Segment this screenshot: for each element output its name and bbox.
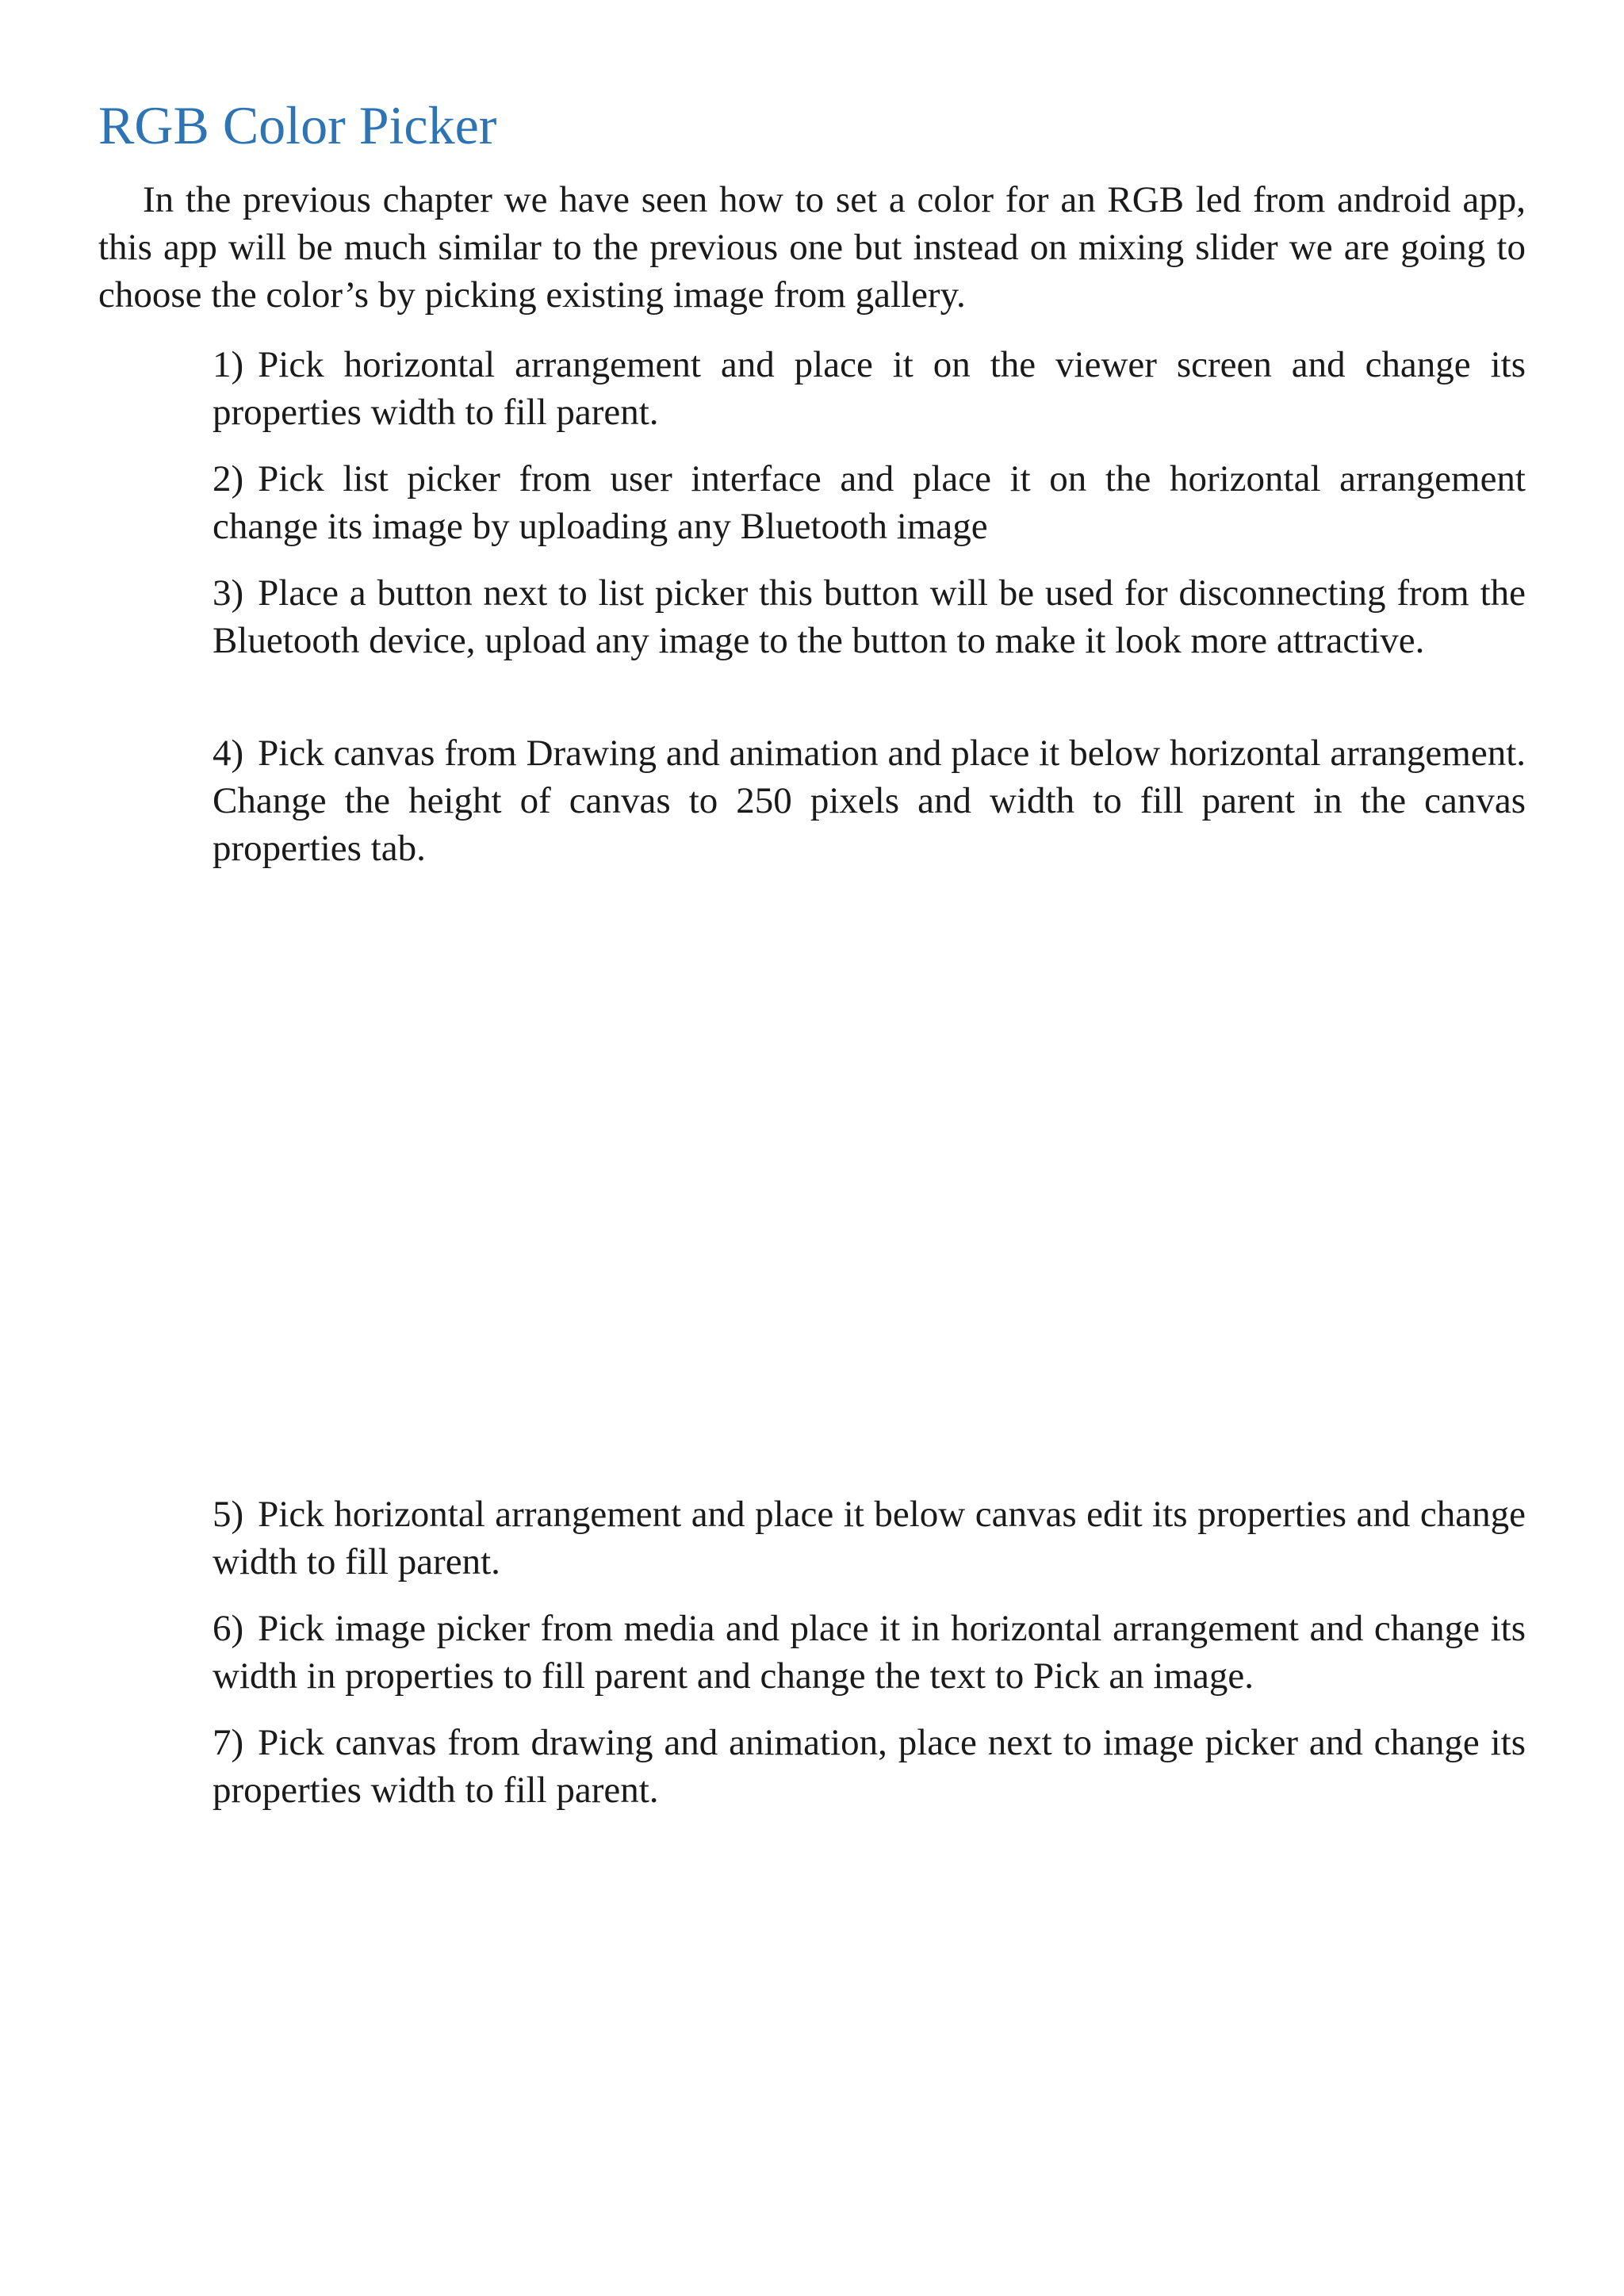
step-text: Place a button next to list picker this button will be used for disconnecting from the Bluetooth device, upload any image to the button to make it look more attractive. [213,572,1526,661]
step-text: Pick list picker from user interface and place it on the horizontal arrangement change its image by uploading any Bluetooth image [213,458,1526,547]
step-number: 4) [213,733,244,774]
step-number: 2) [213,458,244,499]
step-number: 3) [213,572,244,614]
step-5 [213,1490,1526,1586]
step-number: 6) [213,1608,244,1649]
step-6 [213,1605,1526,1700]
step-text: Pick image picker from media and place it in horizontal arrangement and change its width in properties to fill parent and change the text to Pick an image. [213,1608,1526,1697]
step-3 [213,569,1526,664]
step-7 [213,1719,1526,1814]
intro-paragraph: In the previous chapter we have seen how to set a color for an RGB led from android app, this app will be much similar to the previous one but instead on mixing slider we are going to choose the color’s by picking existing image from gallery. [98,179,1526,316]
step-text: Pick horizontal arrangement and place it on the viewer screen and change its properties width to fill parent. [213,344,1526,433]
step-text: Pick horizontal arrangement and place it below canvas edit its properties and change width to fill parent. [213,1494,1526,1582]
step-text: Pick canvas from Drawing and animation and place it below horizontal arrangement. Change the height of canvas to 250 pixels and width to fill parent in the canvas properties tab. [213,733,1526,869]
step-2 [213,455,1526,550]
step-number: 5) [213,1494,244,1535]
step-number: 1) [213,344,244,385]
page-title: RGB Color Picker [98,95,497,155]
step-text: Pick canvas from drawing and animation, place next to image picker and change its properties width to fill parent. [213,1722,1526,1811]
step-1 [213,341,1526,436]
step-number: 7) [213,1722,244,1763]
step-4 [213,729,1526,872]
